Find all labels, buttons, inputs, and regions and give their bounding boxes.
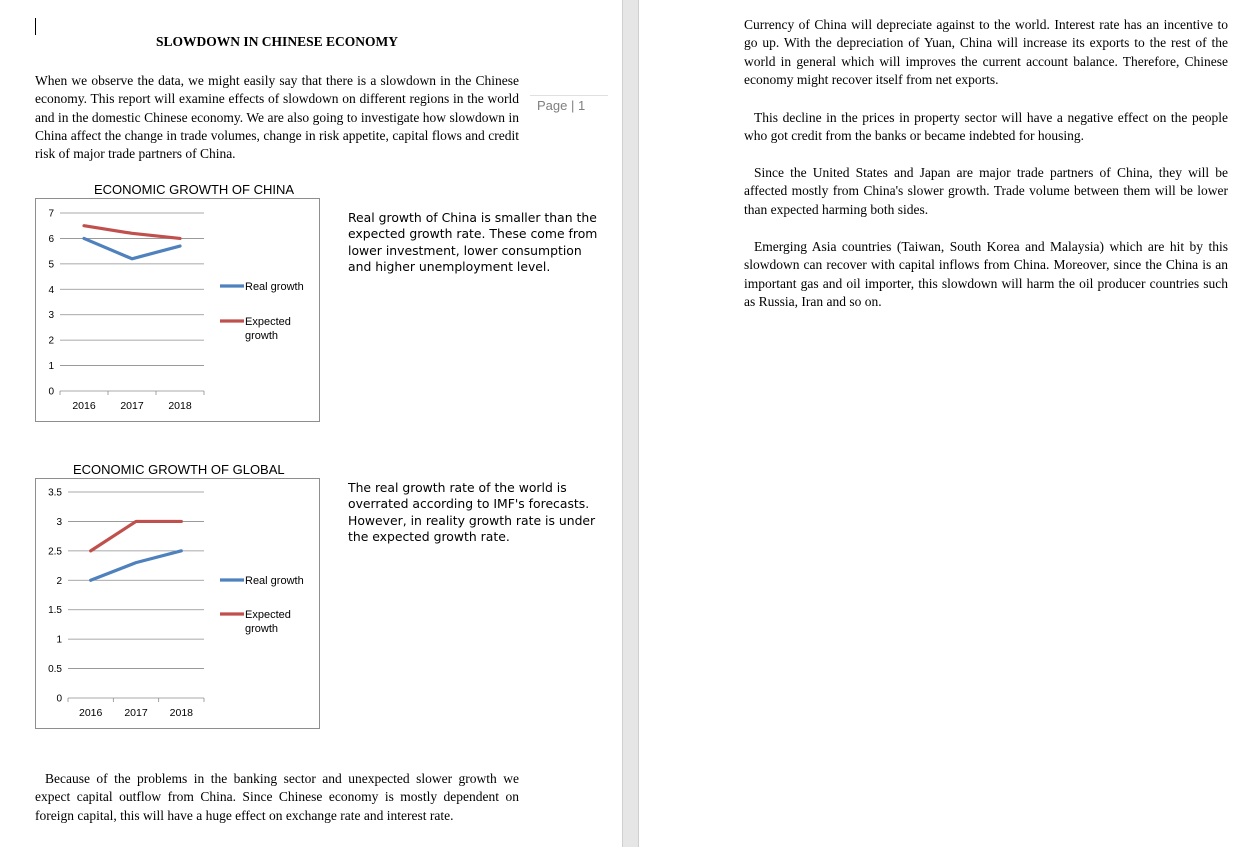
global-chart-note: The real growth rate of the world is overrated according to IMF's forecasts. However, in reality growth rate is under the expected growth rate. — [348, 480, 596, 545]
y-tick-label: 2 — [56, 575, 62, 587]
y-tick-label: 2.5 — [48, 546, 62, 558]
y-tick-label: 3 — [48, 310, 54, 322]
page-number: Page | 1 — [530, 95, 608, 113]
y-tick-label: 1.5 — [48, 605, 62, 617]
emerging-asia-paragraph: Emerging Asia countries (Taiwan, South Korea and Malaysia) which are hit by this slowdown can recover with capital inflows from China. Moreover, since the China is an important gas and oil importer, this slowdown will harm the oil producer countries such as Russia, Iran and so on. — [744, 239, 1228, 309]
chart-global[interactable] — [35, 478, 320, 729]
chart-china[interactable] — [35, 198, 320, 422]
text-cursor — [35, 18, 36, 35]
intro-paragraph: When we observe the data, we might easily say that there is a slowdown in the Chinese economy. This report will examine effects of slowdown on different regions in the world and in the domestic Chinese economy. We are also going to investigate how slowdown in China affect the change in trade volumes, change in risk appetite, capital flows and credit risk of major trade partners of China. — [35, 73, 519, 162]
document-title: SLOWDOWN IN CHINESE ECONOMY — [156, 34, 398, 49]
x-tick-label: 2016 — [78, 707, 103, 719]
chart-global-svg — [36, 479, 319, 728]
chart-title-global: ECONOMIC GROWTH OF GLOBAL — [73, 462, 285, 477]
china-chart-note: Real growth of China is smaller than the expected growth rate. These come from lower investment, lower consumption and higher unemployment level. — [348, 210, 598, 275]
y-tick-label: 4 — [48, 284, 54, 296]
y-tick-label: 3 — [56, 516, 62, 528]
x-tick-label: 2017 — [124, 707, 148, 719]
page-gutter — [622, 0, 639, 847]
y-tick-label: 3.5 — [48, 487, 62, 499]
chart-china-svg — [36, 199, 319, 421]
currency-paragraph: Currency of China will depreciate against to the world. Interest rate has an incentive to go up. With the depreciation of Yuan, China will increase its exports to the rest of the world in general which will improves the current account balance. Therefore, Chinese economy might recover itself from net exports. — [744, 17, 1228, 87]
series-line-0 — [91, 551, 182, 580]
capital-outflow-paragraph: Because of the problems in the banking sector and unexpected slower growth we expect capital outflow from China. Since Chinese economy is mostly dependent on foreign capital, this will have a huge effect on exchange rate and interest rate. — [35, 771, 519, 823]
y-tick-label: 5 — [48, 259, 54, 271]
y-tick-label: 0 — [56, 693, 62, 705]
y-tick-label: 7 — [48, 208, 54, 220]
x-tick-label: 2017 — [120, 400, 144, 412]
chart-title-china: ECONOMIC GROWTH OF CHINA — [94, 182, 295, 197]
legend-label-1: Expected growth — [245, 609, 291, 635]
y-tick-label: 1 — [48, 361, 54, 373]
legend-label-1: Expected growth — [245, 316, 291, 342]
series-line-1 — [84, 226, 180, 239]
y-tick-label: 2 — [48, 335, 54, 347]
legend-label-0: Real growth — [245, 575, 304, 587]
y-tick-label: 0.5 — [48, 664, 62, 676]
y-tick-label: 0 — [48, 386, 54, 398]
legend-label-0: Real growth — [245, 281, 304, 293]
x-tick-label: 2018 — [169, 707, 194, 719]
document-page-right[interactable] — [639, 0, 1241, 847]
x-tick-label: 2018 — [168, 400, 192, 412]
series-line-1 — [91, 521, 182, 550]
trade-partners-paragraph: Since the United States and Japan are major trade partners of China, they will be affected mostly from China's slower growth. Trade volume between them will be lower than expected harming both sides. — [744, 165, 1228, 217]
y-tick-label: 1 — [56, 634, 62, 646]
y-tick-label: 6 — [48, 233, 54, 245]
x-tick-label: 2016 — [72, 400, 96, 412]
series-line-0 — [84, 238, 180, 258]
property-paragraph: This decline in the prices in property sector will have a negative effect on the people who got credit from the banks or became indebted for housing. — [744, 110, 1228, 144]
